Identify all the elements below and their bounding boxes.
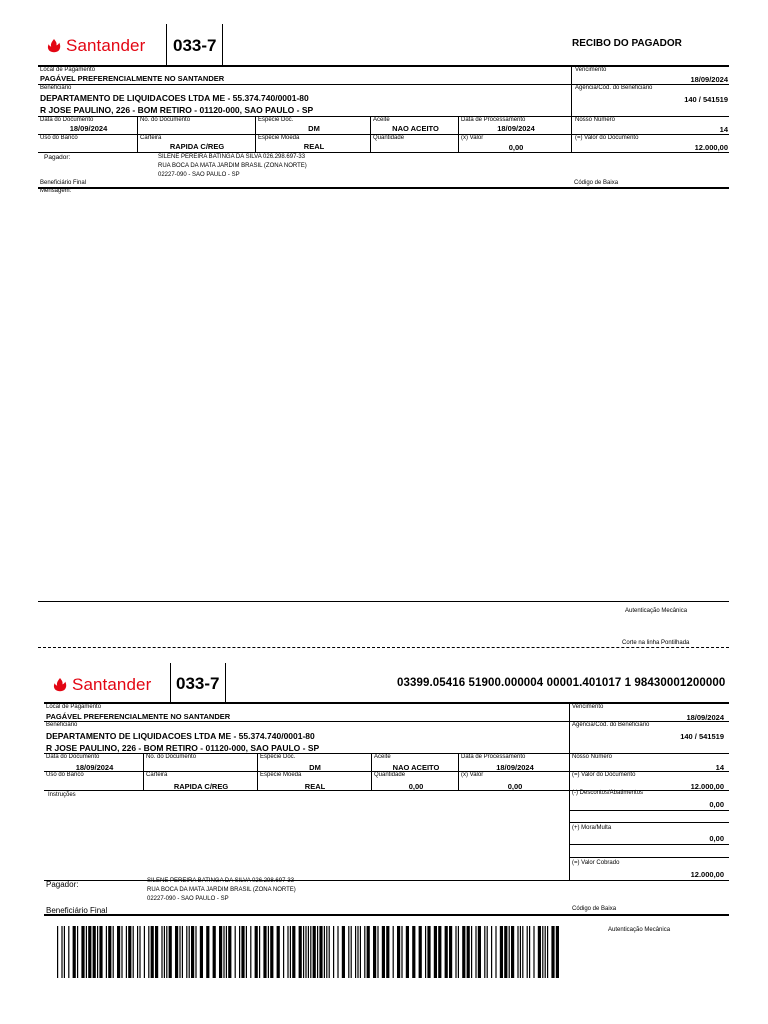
pagador-name: SILENE PEREIRA BATINGA DA SILVA 026.298.697-33 bbox=[147, 878, 295, 884]
barcode-bar bbox=[412, 926, 415, 978]
barcode-bar bbox=[393, 926, 394, 978]
divider bbox=[222, 24, 223, 66]
barcode-bar bbox=[126, 926, 127, 978]
divider bbox=[569, 702, 570, 880]
barcode-bar bbox=[121, 926, 122, 978]
barcode-bar bbox=[186, 926, 187, 978]
agencia-label: Agência/Cód. do Beneficiário bbox=[575, 85, 653, 91]
divider bbox=[255, 116, 256, 152]
pagador-address: RUA BOCA DA MATA JARDIM BRASIL (ZONA NORTE) bbox=[147, 887, 296, 893]
carteira-label: Carteira bbox=[146, 772, 168, 778]
aceite-label: Aceite bbox=[374, 754, 391, 760]
divider bbox=[38, 601, 729, 602]
barcode-bar bbox=[133, 926, 134, 978]
beneficiario-name: DEPARTAMENTO DE LIQUIDACOES LTDA ME - 55.374.740/0001-80 bbox=[40, 93, 309, 103]
barcode-bar bbox=[475, 926, 476, 978]
barcode-bar bbox=[228, 926, 231, 978]
barcode-bar bbox=[348, 926, 349, 978]
barcode-bar bbox=[191, 926, 194, 978]
carteira-label: Carteira bbox=[140, 135, 162, 141]
divider bbox=[166, 24, 167, 66]
especie-doc-label: Espécie Doc. bbox=[258, 117, 294, 123]
barcode-bar bbox=[169, 926, 172, 978]
barcode-bar bbox=[355, 926, 356, 978]
divider bbox=[569, 857, 729, 858]
nosso-numero-value: 14 bbox=[715, 763, 724, 772]
agencia-value: 140 / 541519 bbox=[684, 95, 728, 104]
barcode-bar bbox=[73, 926, 76, 978]
x-valor-value: 0,00 bbox=[508, 143, 524, 152]
barcode-bar bbox=[487, 926, 488, 978]
barcode-bar bbox=[406, 926, 409, 978]
barcode-bar bbox=[538, 926, 541, 978]
data-processamento-label: Data de Processamento bbox=[461, 754, 526, 760]
uso-banco-label: Uso do Banco bbox=[46, 772, 84, 778]
barcode-bar bbox=[382, 926, 385, 978]
barcode-bar bbox=[57, 926, 58, 978]
data-processamento-value: 18/09/2024 bbox=[496, 763, 534, 772]
codigo-baixa-label: Código de Baixa bbox=[574, 180, 619, 186]
barcode-bar bbox=[547, 926, 548, 978]
vencimento-label: Vencimento bbox=[575, 67, 607, 73]
barcode-bar bbox=[500, 926, 503, 978]
divider bbox=[44, 914, 729, 916]
barcode-bar bbox=[310, 926, 311, 978]
barcode-bar bbox=[467, 926, 470, 978]
barcode-bar bbox=[223, 926, 224, 978]
barcode-bar bbox=[137, 926, 138, 978]
divider bbox=[38, 65, 729, 67]
barcode-bar bbox=[342, 926, 345, 978]
pagador-address: RUA BOCA DA MATA JARDIM BRASIL (ZONA NORTE) bbox=[158, 163, 307, 169]
barcode-bar bbox=[259, 926, 260, 978]
pagador-city: 02227-090 - SAO PAULO - SP bbox=[147, 896, 229, 902]
barcode-bar bbox=[283, 926, 284, 978]
barcode-bar bbox=[326, 926, 327, 978]
barcode-bar bbox=[292, 926, 295, 978]
beneficiario-final-label: Beneficiário Final bbox=[46, 906, 108, 915]
pagador-label: Pagador: bbox=[46, 880, 79, 889]
nosso-numero-value: 14 bbox=[719, 125, 728, 134]
barcode-bar bbox=[263, 926, 266, 978]
barcode-bar bbox=[529, 926, 530, 978]
barcode-bar bbox=[219, 926, 222, 978]
data-processamento-label: Data de Processamento bbox=[461, 117, 526, 123]
valor-cobrado-value: 12.000,00 bbox=[690, 870, 724, 879]
mensagem-label: Mensagem: bbox=[40, 188, 72, 194]
barcode-bar bbox=[313, 926, 316, 978]
barcode-bar bbox=[520, 926, 521, 978]
especie-moeda-label: Espécie Moeda bbox=[258, 135, 300, 141]
barcode-bar bbox=[128, 926, 131, 978]
barcode-bar bbox=[351, 926, 352, 978]
divider bbox=[137, 116, 138, 152]
valor-documento-label: (=) Valor do Documento bbox=[572, 772, 636, 778]
barcode-bar bbox=[226, 926, 227, 978]
divider bbox=[370, 116, 371, 152]
barcode-bar bbox=[373, 926, 376, 978]
barcode-bar bbox=[397, 926, 400, 978]
barcode-bar bbox=[195, 926, 196, 978]
valor-documento-value: 12.000,00 bbox=[694, 143, 728, 152]
barcode-bar bbox=[438, 926, 441, 978]
data-documento-label: Data do Documento bbox=[46, 754, 100, 760]
barcode-bar bbox=[522, 926, 523, 978]
barcode-bar bbox=[305, 926, 306, 978]
barcode-bar bbox=[255, 926, 258, 978]
especie-moeda-label: Espécie Moeda bbox=[260, 772, 302, 778]
barcode-bar bbox=[478, 926, 481, 978]
especie-doc-value: DM bbox=[308, 124, 320, 133]
barcode-bar bbox=[139, 926, 140, 978]
beneficiario-label: Beneficiário bbox=[46, 722, 78, 728]
beneficiario-final-label: Beneficiário Final bbox=[40, 180, 87, 186]
vencimento-value: 18/09/2024 bbox=[690, 75, 728, 84]
codigo-baixa-label: Código de Baixa bbox=[572, 906, 617, 912]
valor-documento-label: (=) Valor do Documento bbox=[575, 135, 639, 141]
barcode-bar bbox=[213, 926, 216, 978]
barcode-bar bbox=[449, 926, 452, 978]
pagador-name: SILENE PEREIRA BATINGA DA SILVA 026.298.697-33 bbox=[158, 154, 306, 160]
barcode-bar bbox=[419, 926, 422, 978]
barcode-bar bbox=[491, 926, 492, 978]
agencia-label: Agência/Cód. do Beneficiário bbox=[572, 722, 650, 728]
corte-label: Corte na linha Pontilhada bbox=[622, 640, 690, 646]
aceite-value: NAO ACEITO bbox=[392, 124, 439, 133]
barcode-bar bbox=[206, 926, 209, 978]
nosso-numero-label: Nosso Número bbox=[572, 754, 613, 760]
data-processamento-value: 18/09/2024 bbox=[497, 124, 535, 133]
barcode-bar bbox=[106, 926, 107, 978]
barcode-bar bbox=[551, 926, 554, 978]
beneficiario-label: Beneficiário bbox=[40, 85, 72, 91]
barcode-bar bbox=[401, 926, 402, 978]
divider bbox=[458, 116, 459, 152]
valor-documento-value: 12.000,00 bbox=[690, 782, 724, 791]
divider bbox=[38, 187, 729, 189]
barcode-bar bbox=[161, 926, 162, 978]
barcode-bar bbox=[484, 926, 485, 978]
mora-multa-label: (+) Mora/Multa bbox=[572, 825, 612, 831]
barcode bbox=[57, 926, 560, 978]
digitable-line: 03399.05416 51900.000004 00001.401017 1 98430001200000 bbox=[397, 677, 726, 689]
especie-moeda-value: REAL bbox=[304, 782, 326, 791]
barcode-bar bbox=[533, 926, 534, 978]
barcode-bar bbox=[329, 926, 330, 978]
beneficiario-address: R JOSE PAULINO, 226 - BOM RETIRO - 01120-000, SAO PAULO - SP bbox=[46, 743, 320, 753]
barcode-bar bbox=[458, 926, 459, 978]
barcode-bar bbox=[155, 926, 158, 978]
quantidade-value: 0,00 bbox=[408, 782, 424, 791]
barcode-bar bbox=[97, 926, 98, 978]
barcode-bar bbox=[299, 926, 302, 978]
agencia-value: 140 / 541519 bbox=[680, 732, 724, 741]
barcode-bar bbox=[364, 926, 365, 978]
carteira-value: RAPIDA C/REG bbox=[173, 782, 229, 791]
uso-banco-label: Uso do Banco bbox=[40, 135, 78, 141]
barcode-bar bbox=[434, 926, 437, 978]
barcode-bar bbox=[425, 926, 426, 978]
brand-name: Santander bbox=[66, 36, 146, 55]
barcode-bar bbox=[455, 926, 456, 978]
barcode-bar bbox=[86, 926, 87, 978]
divider bbox=[225, 663, 226, 703]
barcode-bar bbox=[250, 926, 251, 978]
barcode-bar bbox=[246, 926, 247, 978]
barcode-bar bbox=[462, 926, 465, 978]
quantidade-label: Quantidade bbox=[373, 135, 405, 141]
barcode-bar bbox=[527, 926, 528, 978]
beneficiario-address: R JOSE PAULINO, 226 - BOM RETIRO - 01120-000, SAO PAULO - SP bbox=[40, 105, 314, 115]
barcode-bar bbox=[179, 926, 180, 978]
aceite-label: Aceite bbox=[373, 117, 390, 123]
barcode-bar bbox=[99, 926, 102, 978]
divider bbox=[143, 753, 144, 790]
barcode-bar bbox=[319, 926, 322, 978]
barcode-bar bbox=[360, 926, 361, 978]
barcode-bar bbox=[241, 926, 244, 978]
barcode-bar bbox=[77, 926, 78, 978]
barcode-bar bbox=[200, 926, 203, 978]
barcode-bar bbox=[81, 926, 84, 978]
barcode-bar bbox=[308, 926, 309, 978]
barcode-bar bbox=[108, 926, 111, 978]
local-pagamento-value: PAGÁVEL PREFERENCIALMENTE NO SANTANDER bbox=[46, 712, 231, 721]
mora-multa-value: 0,00 bbox=[709, 834, 724, 843]
barcode-bar bbox=[367, 926, 370, 978]
barcode-bar bbox=[357, 926, 358, 978]
vencimento-value: 18/09/2024 bbox=[686, 713, 724, 722]
valor-cobrado-label: (=) Valor Cobrado bbox=[572, 860, 620, 866]
barcode-bar bbox=[182, 926, 183, 978]
descontos-label: (-) Descontos/Abatimentos bbox=[572, 790, 644, 796]
local-pagamento-label: Local de Pagamento bbox=[40, 67, 96, 73]
barcode-bar bbox=[117, 926, 120, 978]
barcode-bar bbox=[445, 926, 448, 978]
barcode-bar bbox=[64, 926, 65, 978]
barcode-bar bbox=[504, 926, 507, 978]
barcode-bar bbox=[189, 926, 190, 978]
barcode-bar bbox=[545, 926, 546, 978]
barcode-bar bbox=[317, 926, 318, 978]
pagador-label: Pagador: bbox=[44, 154, 71, 161]
barcode-bar bbox=[287, 926, 288, 978]
barcode-bar bbox=[290, 926, 291, 978]
descontos-value: 0,00 bbox=[709, 800, 724, 809]
divider bbox=[371, 753, 372, 790]
especie-doc-label: Espécie Doc. bbox=[260, 754, 296, 760]
data-documento-value: 18/09/2024 bbox=[69, 124, 108, 133]
santander-logo bbox=[52, 675, 151, 695]
divider bbox=[170, 663, 171, 703]
barcode-bar bbox=[542, 926, 543, 978]
barcode-bar bbox=[148, 926, 149, 978]
barcode-bar bbox=[509, 926, 510, 978]
nosso-numero-label: Nosso Número bbox=[575, 117, 616, 123]
data-documento-value: 18/09/2024 bbox=[75, 763, 114, 772]
no-documento-label: No. do Documento bbox=[146, 754, 197, 760]
barcode-bar bbox=[268, 926, 269, 978]
divider bbox=[569, 844, 729, 845]
barcode-bar bbox=[495, 926, 496, 978]
divider bbox=[44, 702, 729, 704]
divider bbox=[257, 753, 258, 790]
bank-code: 033-7 bbox=[173, 36, 217, 55]
barcode-bar bbox=[556, 926, 559, 978]
barcode-bar bbox=[386, 926, 389, 978]
barcode-bar bbox=[93, 926, 96, 978]
autenticacao-label: Autenticação Mecânica bbox=[625, 608, 688, 614]
data-documento-label: Data do Documento bbox=[40, 117, 94, 123]
divider bbox=[569, 810, 729, 811]
barcode-bar bbox=[113, 926, 114, 978]
barcode-bar bbox=[337, 926, 338, 978]
flame-icon bbox=[46, 38, 62, 54]
barcode-bar bbox=[144, 926, 145, 978]
barcode-bar bbox=[61, 926, 62, 978]
barcode-bar bbox=[88, 926, 91, 978]
barcode-bar bbox=[277, 926, 280, 978]
quantidade-label: Quantidade bbox=[374, 772, 406, 778]
vencimento-label: Vencimento bbox=[572, 704, 604, 710]
barcode-bar bbox=[471, 926, 472, 978]
carteira-value: RAPIDA C/REG bbox=[169, 142, 225, 151]
barcode-bar bbox=[270, 926, 273, 978]
barcode-bar bbox=[166, 926, 167, 978]
barcode-bar bbox=[239, 926, 240, 978]
barcode-bar bbox=[303, 926, 304, 978]
autenticacao-label: Autenticação Mecânica bbox=[608, 927, 671, 933]
barcode-bar bbox=[427, 926, 430, 978]
especie-moeda-value: REAL bbox=[303, 142, 325, 151]
beneficiario-name: DEPARTAMENTO DE LIQUIDACOES LTDA ME - 55.374.740/0001-80 bbox=[46, 731, 315, 741]
aceite-value: NAO ACEITO bbox=[392, 763, 440, 772]
brand-name: Santander bbox=[72, 675, 152, 694]
barcode-bar bbox=[333, 926, 334, 978]
barcode-bar bbox=[68, 926, 69, 978]
local-pagamento-label: Local de Pagamento bbox=[46, 704, 102, 710]
bank-code: 033-7 bbox=[176, 674, 220, 693]
divider bbox=[38, 152, 729, 153]
especie-doc-value: DM bbox=[309, 763, 321, 772]
cut-line bbox=[38, 647, 729, 648]
flame-icon bbox=[52, 677, 68, 693]
x-valor-value: 0,00 bbox=[507, 782, 523, 791]
divider bbox=[458, 753, 459, 790]
local-pagamento-value: PAGÁVEL PREFERENCIALMENTE NO SANTANDER bbox=[40, 74, 225, 83]
barcode-bar bbox=[235, 926, 236, 978]
barcode-bar bbox=[175, 926, 178, 978]
pagador-city: 02227-090 - SAO PAULO - SP bbox=[158, 172, 240, 178]
receipt-title: RECIBO DO PAGADOR bbox=[572, 38, 682, 49]
divider bbox=[569, 822, 729, 823]
barcode-bar bbox=[517, 926, 518, 978]
barcode-bar bbox=[511, 926, 514, 978]
barcode-bar bbox=[324, 926, 325, 978]
barcode-bar bbox=[151, 926, 154, 978]
santander-logo bbox=[46, 36, 145, 56]
x-valor-label: (x) Valor bbox=[461, 772, 484, 778]
x-valor-label: (x) Valor bbox=[461, 135, 484, 141]
barcode-bar bbox=[377, 926, 378, 978]
instrucoes-label: Instruções bbox=[48, 792, 76, 798]
barcode-bar bbox=[164, 926, 165, 978]
divider bbox=[571, 65, 572, 152]
no-documento-label: No. do Documento bbox=[140, 117, 191, 123]
